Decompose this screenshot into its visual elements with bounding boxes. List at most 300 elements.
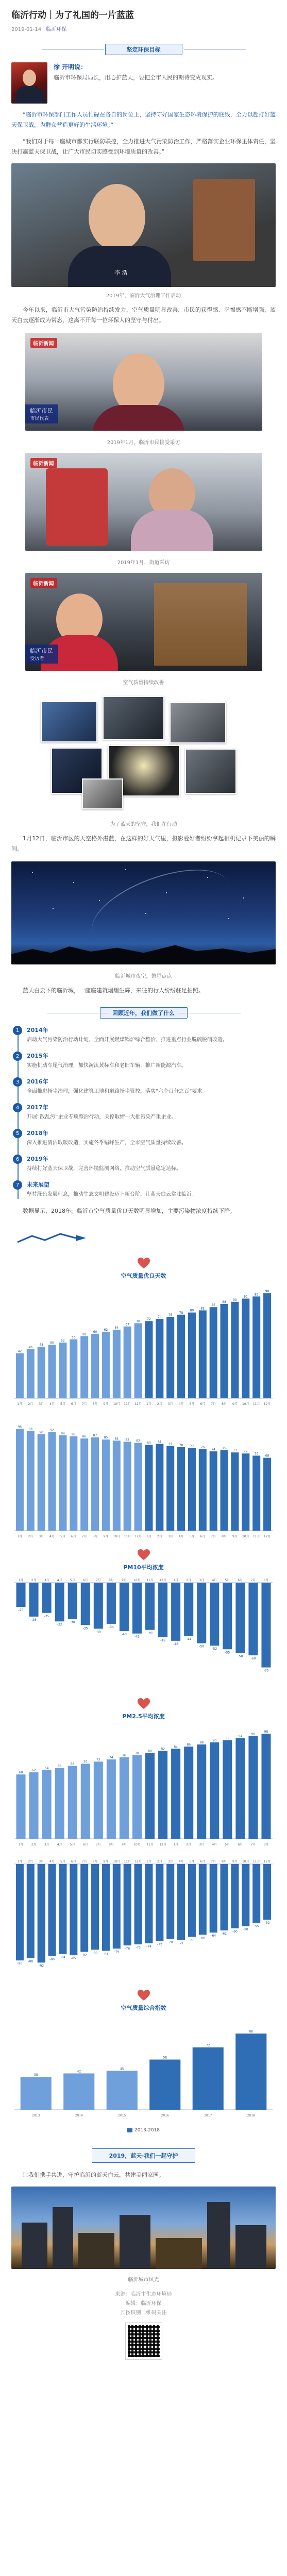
chart-bar xyxy=(91,1864,99,1950)
chart-bar xyxy=(145,1445,153,1531)
chart-data-label: -70 xyxy=(167,1940,173,1944)
chart-bar xyxy=(145,1864,153,1943)
chart-data-label: 76 xyxy=(168,1313,173,1317)
timeline-item: 2 2015年 实施机动车尾气治理，加快淘汰黄标车和老旧车辆，推广新能源汽车。 xyxy=(27,1052,276,1070)
chart-tick-label: 6月 xyxy=(71,1860,76,1863)
chart-tick-label: 5月 xyxy=(189,1535,195,1538)
chart-tick-label: 4月 xyxy=(49,1402,55,1406)
chart-data-label: 78 xyxy=(179,1443,183,1447)
chart-data-label: -58 xyxy=(238,1654,243,1658)
chart-data-label: 84 xyxy=(174,1745,178,1749)
chart-bar xyxy=(210,1864,217,1933)
chart-bar xyxy=(16,1583,26,1607)
chart-data-label: 76 xyxy=(200,1445,205,1449)
chart-tick-label: 2014 xyxy=(75,2114,83,2117)
chart-tick-label: 5月 xyxy=(70,1579,75,1582)
chart-bar xyxy=(177,1864,185,1940)
chart-bar xyxy=(48,1345,56,1398)
chart-data-label: 52 xyxy=(61,1338,65,1343)
chart-data-label: 72 xyxy=(206,2044,210,2048)
chart-tick-label: 4月 xyxy=(49,1860,55,1863)
chart-bar xyxy=(171,1749,180,1839)
chart-data-label: -68 xyxy=(189,1938,195,1942)
chart-tick-label: 7月 xyxy=(95,1579,101,1582)
chart-data-label: -45 xyxy=(160,1638,165,1642)
chart-data-label: 42 xyxy=(18,1349,22,1353)
chart-bar xyxy=(261,1734,271,1839)
night-sky-photo xyxy=(11,861,276,964)
quote-paragraph: “临沂市环保部门工作人员忙碌在各自的岗位上，坚持守好国家生态环境保护的底线，全力以赴打好蓝天保卫战，为群众营造更好的生活环境。” xyxy=(11,111,276,128)
chart-data-label: -58 xyxy=(243,1927,248,1931)
collage-caption: 为了蓝天的坚守，我们在行动 xyxy=(110,822,177,827)
chart-data-label: 46 xyxy=(28,1345,33,1349)
chart-tick-label: 3月 xyxy=(167,1860,173,1863)
chart-tick-label: 6月 xyxy=(200,1860,206,1863)
chart-tick-label: 12月 xyxy=(134,1535,142,1538)
chart-bar xyxy=(70,1436,77,1531)
chart-legend: 2013-2018 xyxy=(11,2128,276,2133)
bar-chart-3 xyxy=(11,1575,276,1690)
news-logo-badge-2: 临沂新闻 xyxy=(30,458,57,468)
chart-data-label: -20 xyxy=(18,1608,24,1612)
chart-data-label: 72 xyxy=(96,1758,100,1762)
news-logo-badge-3: 临沂新闻 xyxy=(30,578,57,588)
bar-chart-1 xyxy=(11,1284,276,1409)
chart-bar xyxy=(107,1583,116,1624)
chart-data-label: -72 xyxy=(157,1942,162,1946)
chart-tick-label: 4月 xyxy=(57,1843,62,1846)
chart-data-label: 82 xyxy=(200,1307,205,1311)
bar-chart-5 xyxy=(11,1857,276,1982)
chart-data-label: 79 xyxy=(168,1442,173,1446)
chart-data-label: -44 xyxy=(186,1637,192,1641)
chart-tick-label: 1月 xyxy=(146,1535,151,1538)
chart-data-label: 38 xyxy=(33,2073,38,2077)
chart-tick-label: 8月 xyxy=(222,1402,227,1406)
chart-data-label: -40 xyxy=(122,1633,127,1636)
chart-data-label: 58 xyxy=(163,2056,167,2060)
chart-data-label: 84 xyxy=(114,1437,119,1441)
interview-video-1[interactable] xyxy=(25,333,262,431)
interview-video-2[interactable] xyxy=(25,453,262,551)
chart-data-label: 90 xyxy=(39,1430,44,1434)
timeline-dot-icon: 1 xyxy=(13,1026,22,1035)
chart-bar xyxy=(199,1449,207,1531)
chart-tick-label: 3月 xyxy=(39,1860,44,1863)
chart-tick-label: 12月 xyxy=(263,1402,271,1406)
chart-data-label: -85 xyxy=(71,1956,76,1960)
chart-data-label: 90 xyxy=(233,1298,237,1302)
timeline-dot-icon: 6 xyxy=(13,1155,22,1164)
chart-tick-label: 7月 xyxy=(250,1579,256,1582)
chart-bar xyxy=(263,1458,271,1531)
chart-bar xyxy=(210,1307,217,1398)
chart-bar xyxy=(199,1310,207,1398)
chart-data-label: 74 xyxy=(109,1756,113,1760)
article-title: 临沂行动｜为了礼国的一片蓝蓝 xyxy=(11,10,134,21)
official-interview-photo xyxy=(11,163,276,287)
bar-chart-5-svg xyxy=(11,1857,276,1980)
chart-bar xyxy=(68,1766,77,1839)
chart-bar xyxy=(63,2073,94,2110)
chart-tick-label: 3月 xyxy=(44,1579,49,1582)
chart-tick-label: 5月 xyxy=(225,1579,230,1582)
chart-tick-label: 4月 xyxy=(49,1535,55,1538)
chart-tick-label: 2017 xyxy=(204,2114,212,2117)
chart-bar xyxy=(158,1583,167,1637)
chart-bar xyxy=(223,1583,232,1649)
news-logo-badge: 临沂新闻 xyxy=(30,338,57,348)
chart-tick-label: 1月 xyxy=(17,1860,23,1863)
chart-data-label: 70 xyxy=(254,1452,259,1456)
chart-tick-label: 3月 xyxy=(39,1535,44,1538)
chart-bar xyxy=(38,1434,45,1531)
person-card xyxy=(11,62,276,104)
chart-tick-label: 2月 xyxy=(157,1860,162,1863)
chart-bar xyxy=(59,1343,66,1398)
chart-data-label: 95 xyxy=(254,1293,259,1297)
chart-data-label: 92 xyxy=(225,1736,230,1740)
chart-data-label: 88 xyxy=(249,2030,254,2034)
chart-tick-label: 10月 xyxy=(242,1535,249,1538)
chart-bar xyxy=(132,1755,142,1839)
chart-tick-label: 12月 xyxy=(134,1402,142,1406)
chart-data-label: -52 xyxy=(264,1921,270,1925)
chart-data-label: 93 xyxy=(28,1427,33,1431)
chart-tick-label: 9月 xyxy=(232,1860,238,1863)
chart-bar xyxy=(120,1757,129,1839)
chart-title-3: PM2.5平均浓度 xyxy=(122,1713,165,1720)
chart-tick-label: 6月 xyxy=(238,1843,243,1846)
chart-data-label: 76 xyxy=(122,1753,126,1757)
chart-tick-label: 5月 xyxy=(60,1860,65,1863)
timeline-item: 3 2016年 全面推进扬尘治理，强化建筑工地和道路扬尘管控，落实“六个百分之百”要求。 xyxy=(27,1077,276,1096)
timeline-dot-icon: 4 xyxy=(13,1103,22,1112)
chart-tick-label: 4月 xyxy=(212,1843,217,1846)
person-role: 临沂市环保局局长，用心护蓝天，要把全市人民的期待变成现实。 xyxy=(54,74,218,81)
chart-bar xyxy=(102,1439,110,1531)
chart-data-label: -35 xyxy=(82,1626,88,1631)
chart-bar xyxy=(134,1323,142,1398)
chart-bar xyxy=(80,1438,88,1531)
footer xyxy=(11,2290,276,2318)
chart-data-label: -76 xyxy=(125,1947,130,1951)
chart-bar xyxy=(193,2047,224,2110)
chart-bar xyxy=(124,1327,131,1398)
heart-icon-4 xyxy=(137,1989,150,2002)
photo-caption-1: 2019年，临沂大气治理工作启动 xyxy=(106,293,181,299)
chart-tick-label: 11月 xyxy=(124,1860,131,1863)
chart-bar xyxy=(188,1864,196,1937)
qr-code-icon[interactable] xyxy=(126,2323,162,2359)
bar-chart-2-svg xyxy=(11,1416,276,1540)
interview-video-3[interactable] xyxy=(25,573,262,671)
chart-tick-label: 2月 xyxy=(186,1579,192,1582)
chart-data-label: 60 xyxy=(93,1330,97,1334)
chart-data-label: -86 xyxy=(49,1957,55,1961)
city-skyline-photo xyxy=(11,2187,276,2269)
chart-data-label: 96 xyxy=(251,1732,256,1736)
photo-name-label: 李 浩 xyxy=(114,269,128,276)
chart-data-label: 95 xyxy=(18,1425,22,1429)
chart-bar xyxy=(156,1864,163,1941)
chart-tick-label: 2月 xyxy=(31,1579,37,1582)
chart-data-label: -60 xyxy=(250,1657,256,1660)
chart-tick-label: 2月 xyxy=(186,1843,192,1846)
chart-data-label: -71 xyxy=(178,1941,184,1945)
chart-tick-label: 12月 xyxy=(134,1860,142,1863)
chart-bar xyxy=(91,1437,99,1531)
chart-title-4: 空气质量综合指数 xyxy=(121,2005,166,2011)
chart-bar xyxy=(231,1452,239,1531)
chart-bar xyxy=(156,1319,163,1398)
chart-bar xyxy=(124,1864,131,1945)
chart-tick-label: 1月 xyxy=(146,1860,151,1863)
chart-tick-label: 1月 xyxy=(173,1843,179,1846)
chart-tick-label: 9月 xyxy=(103,1402,109,1406)
video-caption-2: 2019年1月，街道采访 xyxy=(117,560,170,566)
section-banner-review: 回顾近年，我们做了什么 xyxy=(100,1007,188,1019)
chart-data-label: 73 xyxy=(233,1449,237,1453)
chart-data-label: 82 xyxy=(161,1747,165,1751)
chart-bar xyxy=(27,1864,35,1958)
trend-arrow-icon xyxy=(16,1232,89,1245)
chart-tick-label: 1月 xyxy=(173,1579,179,1582)
chart-data-label: 88 xyxy=(222,1300,226,1304)
chart-tick-label: 2015 xyxy=(118,2114,126,2117)
chart-data-label: 98 xyxy=(264,1730,268,1734)
closing-section xyxy=(11,2148,276,2163)
chart-tick-label: 7月 xyxy=(81,1402,87,1406)
chart-tick-label: 6月 xyxy=(82,1843,88,1846)
chart-data-label: 48 xyxy=(39,1343,44,1347)
chart-data-label: 50 xyxy=(50,1341,54,1345)
chart-tick-label: 10月 xyxy=(133,1579,141,1582)
chart-title-1: 空气质量优良天数 xyxy=(121,1273,166,1279)
chart-data-label: -34 xyxy=(108,1625,114,1629)
video-caption-1: 2019年1月，临沂市民接受采访 xyxy=(107,440,180,446)
chart-bar xyxy=(149,2060,180,2110)
chart-tick-label: 9月 xyxy=(232,1402,238,1406)
chart-data-label: 67 xyxy=(125,1323,130,1327)
summary-paragraph: 数据显示，2018年，临沂市空气质量优良天数明显增加，主要污染物浓度持续下降。 xyxy=(23,1208,235,1214)
chart-data-label: -39 xyxy=(147,1631,153,1635)
chart-bar xyxy=(242,1864,249,1926)
chart-data-label: -60 xyxy=(232,1929,238,1934)
chart-bar xyxy=(107,1759,116,1839)
chart-bar xyxy=(16,1429,24,1531)
chart-data-label: 78 xyxy=(179,1311,183,1315)
chart-bar xyxy=(231,1302,239,1398)
chart-tick-label: 2月 xyxy=(157,1535,162,1538)
chart-data-label: 80 xyxy=(148,1749,152,1753)
timeline-dot-icon: 7 xyxy=(13,1180,22,1190)
chart-tick-label: 9月 xyxy=(232,1535,238,1538)
chart-bar xyxy=(113,1864,121,1948)
chart-bar xyxy=(16,1353,24,1398)
chart-bar xyxy=(261,1583,271,1668)
chart-tick-label: 5月 xyxy=(70,1843,75,1846)
chart-data-label: 74 xyxy=(157,1315,162,1319)
chart-tick-label: 4月 xyxy=(178,1860,184,1863)
chart-bar xyxy=(16,1774,26,1839)
bar-chart-2 xyxy=(11,1416,276,1541)
chart-tick-label: 3月 xyxy=(39,1402,44,1406)
chart-data-label: 60 xyxy=(19,1771,23,1775)
chart-data-label: 62 xyxy=(31,1769,36,1773)
chart-bar xyxy=(132,1583,142,1634)
chart-data-label: -25 xyxy=(44,1614,49,1618)
article-meta xyxy=(11,25,276,32)
chart-bar xyxy=(80,1864,88,1952)
chart-tick-label: 4月 xyxy=(178,1535,184,1538)
chart-data-label: 82 xyxy=(136,1439,140,1443)
chart-tick-label: 6月 xyxy=(200,1402,206,1406)
bar-chart-6-svg xyxy=(11,2016,276,2119)
chart-tick-label: 12月 xyxy=(159,1579,166,1582)
chart-bar xyxy=(166,1317,174,1398)
chart-tick-label: 6月 xyxy=(238,1579,243,1582)
chart-bar xyxy=(235,1583,245,1653)
chart-bar xyxy=(197,1583,206,1643)
chart-bar xyxy=(166,1446,174,1531)
chart-bar xyxy=(113,1440,121,1531)
chart-data-label: 92 xyxy=(50,1428,54,1432)
chart-data-label: 64 xyxy=(114,1326,119,1330)
chart-bar xyxy=(235,1738,245,1839)
chart-tick-label: 7月 xyxy=(250,1843,256,1846)
chart-bar xyxy=(184,1747,193,1839)
chart-tick-label: 6月 xyxy=(82,1579,88,1582)
chart-bar xyxy=(221,1450,228,1531)
chart-tick-label: 4月 xyxy=(57,1579,62,1582)
chart-bar xyxy=(70,1864,77,1955)
chart-data-label: -50 xyxy=(199,1645,205,1649)
chart-bar xyxy=(70,1340,77,1398)
timeline xyxy=(15,1026,276,1199)
chart-data-label: -90 xyxy=(17,1962,23,1966)
chart-tick-label: 1月 xyxy=(17,1535,23,1538)
chart-bar xyxy=(223,1740,232,1839)
chart-data-label: -92 xyxy=(39,1964,44,1968)
chart-tick-label: 8月 xyxy=(222,1860,227,1863)
chart-tick-label: 3月 xyxy=(167,1535,173,1538)
chart-bar xyxy=(156,1444,163,1531)
chart-bar xyxy=(55,1583,64,1621)
chart-tick-label: 11月 xyxy=(124,1535,131,1538)
heart-icon xyxy=(137,1257,150,1269)
chart-data-label: 87 xyxy=(93,1434,97,1438)
chart-data-label: 58 xyxy=(82,1332,87,1336)
chart-tick-label: 8月 xyxy=(263,1843,269,1846)
chart-tick-label: 6月 xyxy=(71,1535,76,1538)
chart-data-label: 85 xyxy=(211,1303,216,1308)
chart-bar xyxy=(59,1864,66,1954)
chart-data-label: -88 xyxy=(28,1960,33,1964)
chart-title-2: PM10平均浓度 xyxy=(123,1564,164,1571)
chart-tick-label: 3月 xyxy=(199,1843,205,1846)
heart-icon-2 xyxy=(137,1549,150,1561)
chart-tick-label: 8月 xyxy=(92,1402,98,1406)
closing-paragraph: 让我们携手共进，守护临沂的蓝天白云，共建美丽家园。 xyxy=(23,2172,164,2178)
chart-tick-label: 3月 xyxy=(44,1843,49,1846)
chart-bar xyxy=(188,1448,196,1531)
chart-tick-label: 10月 xyxy=(113,1535,121,1538)
chart-tick-label: 11月 xyxy=(252,1860,260,1863)
chart-tick-label: 11月 xyxy=(146,1579,154,1582)
chart-bar xyxy=(231,1864,239,1928)
chart-tick-label: 8月 xyxy=(92,1860,98,1863)
bar-chart-6 xyxy=(11,2016,276,2121)
chart-data-label: 72 xyxy=(147,1317,151,1321)
chart-tick-label: 2013 xyxy=(32,2114,40,2117)
chart-data-label: 78 xyxy=(135,1751,139,1755)
chart-bar xyxy=(145,1753,155,1839)
chart-tick-label: 3月 xyxy=(199,1579,205,1582)
chart-bar xyxy=(59,1435,66,1531)
chart-data-label: 83 xyxy=(125,1438,130,1442)
chart-bar xyxy=(55,1768,64,1839)
chart-data-label: -82 xyxy=(81,1953,87,1957)
chart-tick-label: 12月 xyxy=(263,1535,271,1538)
chart-data-label: -55 xyxy=(254,1924,259,1928)
chart-bar xyxy=(177,1315,185,1398)
chart-data-label: 80 xyxy=(147,1441,151,1445)
chart-bar xyxy=(38,1347,45,1398)
chart-data-label: 72 xyxy=(243,1450,248,1454)
chart-bar xyxy=(252,1455,260,1531)
chart-tick-label: 9月 xyxy=(103,1860,109,1863)
chart-tick-label: 9月 xyxy=(122,1579,127,1582)
chart-data-label: 85 xyxy=(104,1436,108,1440)
chart-data-label: -74 xyxy=(146,1944,151,1948)
article-date: 2019-01-14 xyxy=(11,27,42,32)
chart-data-label: 86 xyxy=(187,1743,191,1747)
chart-tick-label: 8月 xyxy=(263,1579,269,1582)
chart-data-label: 55 xyxy=(71,1335,76,1340)
chart-data-label: 86 xyxy=(82,1435,87,1439)
chart-bar xyxy=(134,1864,142,1944)
chart-data-label: 88 xyxy=(199,1740,204,1744)
chart-data-label: -75 xyxy=(136,1946,141,1950)
chart-tick-label: 10月 xyxy=(113,1402,121,1406)
chart-bar xyxy=(177,1447,185,1531)
chart-bar xyxy=(102,1332,110,1398)
photo-collage xyxy=(30,691,257,815)
chart-tick-label: 12月 xyxy=(263,1860,271,1863)
chart-tick-label: 7月 xyxy=(211,1860,216,1863)
chart-bar xyxy=(38,1864,45,1962)
chart-data-label: 80 xyxy=(190,1309,194,1313)
chart-bar xyxy=(68,1583,77,1619)
chart-data-label: 68 xyxy=(265,1454,269,1458)
timeline-item: 4 2017年 开展“散乱污”企业专项整治行动，关停取缔一大批污染严重企业。 xyxy=(27,1103,276,1122)
article-author-link[interactable]: 临沂环保 xyxy=(46,27,67,32)
chart-tick-label: 8月 xyxy=(108,1579,114,1582)
chart-tick-label: 2016 xyxy=(161,2114,169,2117)
chart-bar xyxy=(48,1864,56,1956)
chart-bar xyxy=(199,1864,207,1935)
chart-bar xyxy=(94,1761,103,1839)
chart-bar xyxy=(42,1770,52,1839)
chart-bar xyxy=(210,1451,217,1531)
chart-bar xyxy=(166,1864,174,1939)
night-sky-paragraph: 蓝天白云下的临沂城，一座座建筑熠熠生辉，来往的行人纷纷驻足拍照。 xyxy=(23,987,204,994)
person-name: 徐 开明说： xyxy=(54,63,87,71)
chart-tick-label: 5月 xyxy=(189,1402,195,1406)
section-banner-goals: 坚定环保目标 xyxy=(105,44,182,55)
chart-data-label: 45 xyxy=(120,2067,124,2071)
